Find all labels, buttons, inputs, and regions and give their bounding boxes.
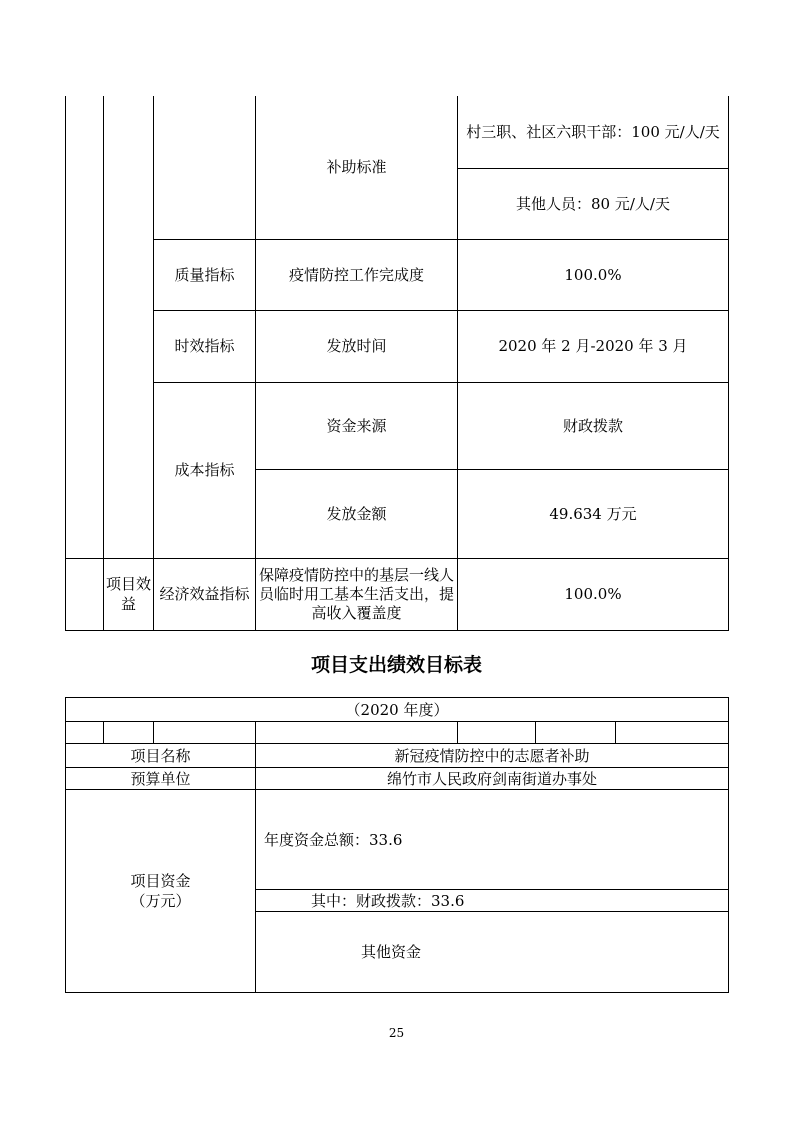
blank-cell-col1 [66,96,104,558]
year-header: （2020 年度） [66,698,729,722]
economic-benefit-value: 100.0% [458,558,729,630]
blank-header-cell [458,722,536,744]
quality-indicator-item: 疫情防控工作完成度 [256,239,458,310]
other-funds: 其他资金 [256,912,729,993]
blank-header-cell [66,722,104,744]
time-indicator-value: 2020 年 2 月-2020 年 3 月 [458,310,729,382]
budget-unit-value: 绵竹市人民政府剑南街道办事处 [256,768,729,790]
project-funds-label-cell [66,790,256,993]
subsidy-label: 补助标准 [256,96,458,239]
quality-indicator-label: 质量指标 [154,239,256,310]
project-name-label: 项目名称 [66,744,256,768]
document-title: 项目支出绩效目标表 [310,654,482,676]
cost-indicator-label: 成本指标 [154,382,256,558]
quality-indicator-value: 100.0% [458,239,729,310]
project-funds-label: 项目资金 [130,872,191,890]
blank-header-cell [154,722,256,744]
blank-cell-col3 [154,96,256,239]
time-indicator-label: 时效指标 [154,310,256,382]
blank-header-cell [104,722,154,744]
project-performance-target-table [65,697,729,993]
benefit-label: 项目效益 [104,558,154,630]
performance-indicator-table-continued [65,96,729,631]
blank-header-cell [616,722,729,744]
project-name-value: 新冠疫情防控中的志愿者补助 [256,744,729,768]
cost-indicator-value-1: 财政拨款 [458,382,729,469]
page-number: 25 [388,1026,405,1040]
fiscal-funds: 其中：财政拨款：33.6 [256,890,729,912]
cost-indicator-item-2: 发放金额 [256,469,458,558]
time-indicator-item: 发放时间 [256,310,458,382]
left-margin-cell [66,558,104,630]
subsidy-value-2: 其他人员：80 元/人/天 [458,168,729,239]
total-funds: 年度资金总额：33.6 [256,790,729,890]
blank-header-cell [536,722,616,744]
economic-benefit-item: 保障疫情防控中的基层一线人员临时用工基本生活支出，提高收入覆盖度 [256,558,458,630]
project-funds-unit: （万元） [130,892,191,910]
economic-benefit-label: 经济效益指标 [154,558,256,630]
budget-unit-label: 预算单位 [66,768,256,790]
subsidy-value-1: 村三职、社区六职干部：100 元/人/天 [458,96,729,168]
blank-header-cell [256,722,458,744]
blank-cell-col2 [104,96,154,558]
cost-indicator-item-1: 资金来源 [256,382,458,469]
cost-indicator-value-2: 49.634 万元 [458,469,729,558]
